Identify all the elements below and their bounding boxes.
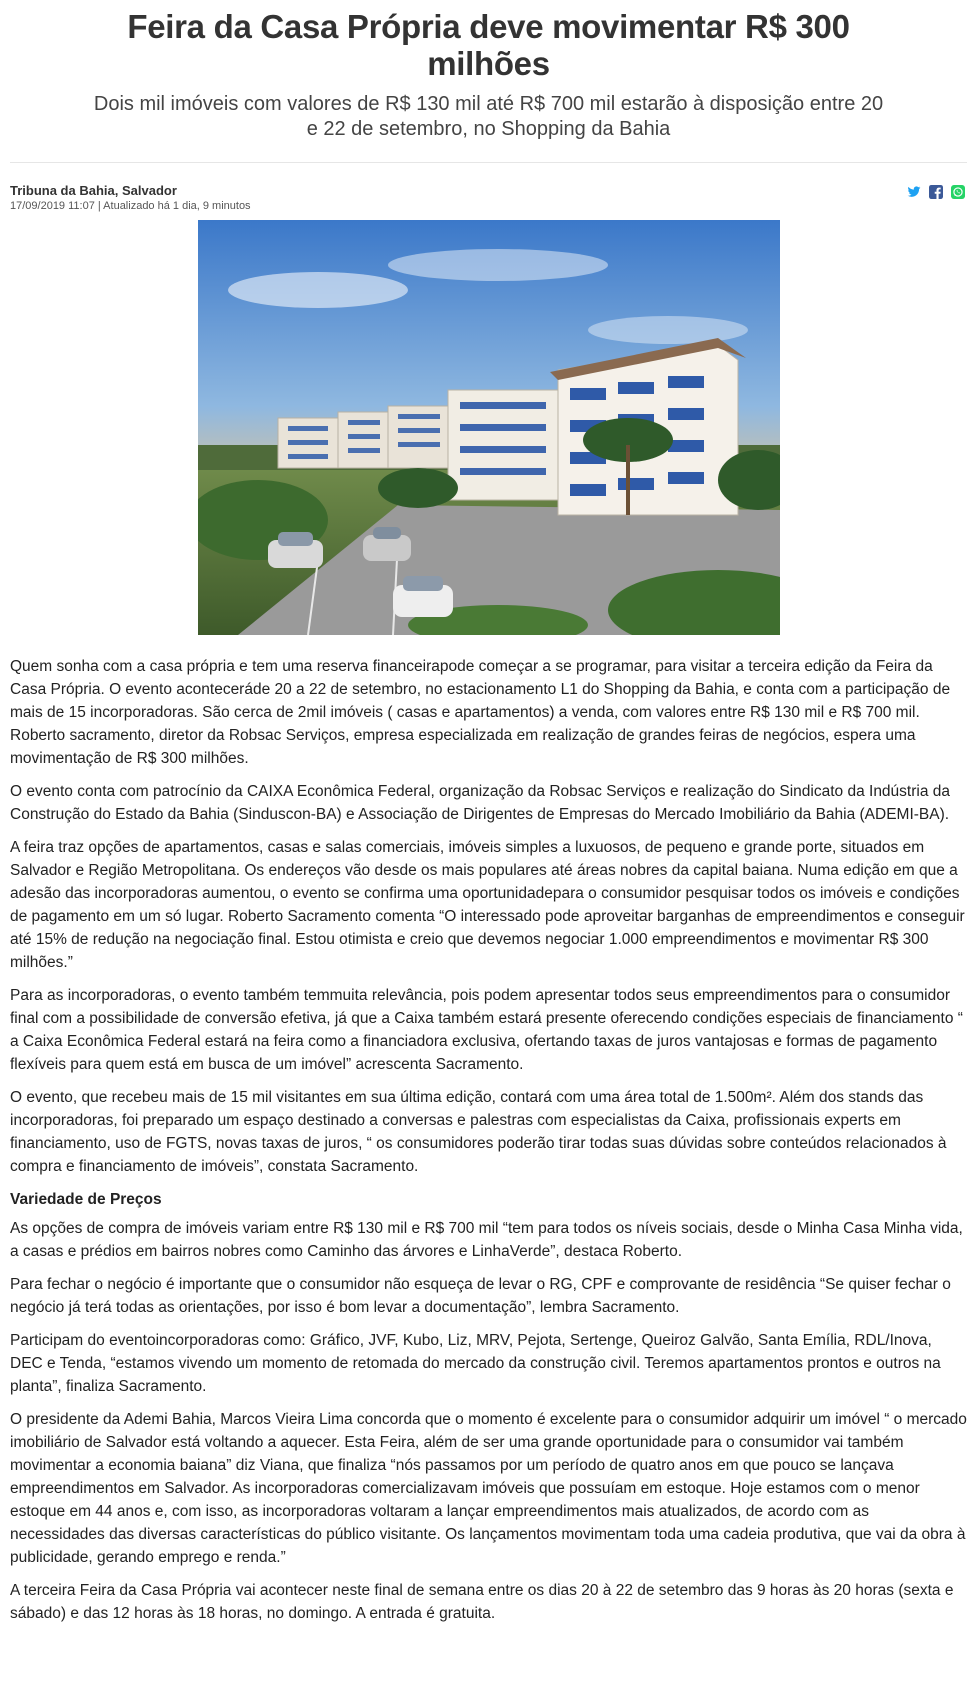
twitter-icon[interactable] bbox=[907, 185, 921, 199]
body-paragraph: Para as incorporadoras, o evento também temmuita relevância, pois podem apresentar todos seus empreendimentos para o consumidor final com a possibilidade de conversão efetiva, já que a Caixa também estará presente oferecendo condições especiais de financiamento “ a Caixa Econômica Federal estará na feira como a financiadora exclusiva, ofertando taxas de juros vantajosas e formas de pagamento flexíveis para quem está em busca de um imóvel” acrescenta Sacramento. bbox=[10, 987, 963, 1073]
header-divider bbox=[10, 162, 967, 163]
body-paragraph: As opções de compra de imóveis variam entre R$ 130 mil e R$ 700 mil “tem para todos os níveis sociais, desde o Minha Casa Minha vida, a casas e prédios em bairros nobres como Caminho das árvores e LinhaVerde”, destaca Roberto. bbox=[10, 1220, 963, 1260]
article-image bbox=[198, 220, 780, 635]
byline bbox=[10, 183, 251, 213]
article-meta bbox=[10, 183, 967, 213]
body-paragraph: Quem sonha com a casa própria e tem uma reserva financeirapode começar a se programar, para visitar a terceira edição da Feira da Casa Própria. O evento aconteceráde 20 a 22 de setembro, no estacionamento L1 do Shopping da Bahia, e conta com a participação de mais de 15 incorporadoras. São cerca de 2mil imóveis ( casas e apartamentos) a venda, com valores entre R$ 130 mil e R$ 700 mil. Roberto sacramento, diretor da Robsac Serviços, empresa especializada em realização de grandes feiras de negócios, espera uma movimentação de R$ 300 milhões. bbox=[10, 658, 951, 767]
facebook-icon[interactable] bbox=[929, 185, 943, 199]
body-paragraph: O presidente da Ademi Bahia, Marcos Vieira Lima concorda que o momento é excelente para o consumidor adquirir um imóvel “ o mercado imobiliário de Salvador está voltando a aquecer. Esta Feira, além de ser uma grande oportunidade para o consumidor vai também movimentar a economia baiana” diz Viana, que finaliza “nós passamos por um período de quatro anos em que pouco se lançava empreendimentos em Salvador. As incorporadoras comercializavam imóveis que possuíam em estoque. Hoje estamos com o menor estoque em 44 anos e, com isso, as incorporadoras voltaram a lançar empreendimentos mais atualizados, de acordo com as necessidades das diversas características do público visitante. Os lançamentos movimentam toda uma cadeia produtiva, que vai da obra à publicidade, gerando emprego e renda.” bbox=[10, 1411, 967, 1566]
whatsapp-icon[interactable] bbox=[951, 185, 965, 199]
body-paragraph: A terceira Feira da Casa Própria vai acontecer neste final de semana entre os dias 20 à 22 de setembro das 9 horas às 20 horas (sexta e sábado) e das 12 horas às 18 horas, no domingo. A entrada é gratuita. bbox=[10, 1582, 954, 1622]
body-paragraph: Participam do eventoincorporadoras como: Gráfico, JVF, Kubo, Liz, MRV, Pejota, Sertenge, Queiroz Galvão, Santa Emília, RDL/Inova, DEC e Tenda, “estamos vivendo um momento de retomada do mercado da construção civil. Teremos apartamentos prontos e outros na planta”, finaliza Sacramento. bbox=[10, 1332, 941, 1395]
publish-date: 17/09/2019 11:07 | Atualizado há 1 dia, 9 minutos bbox=[10, 200, 251, 212]
body-paragraph: O evento, que recebeu mais de 15 mil visitantes em sua última edição, contará com uma área total de 1.500m². Além dos stands das incorporadoras, foi preparado um espaço destinado a conversas e palestras com especialistas da Caixa, profissionais experts em financiamento, uso de FGTS, novas taxas de juros, “ os consumidores poderão tirar todas suas dúvidas sobre conteúdos relacionados à compra e financiamento de imóveis”, constata Sacramento. bbox=[10, 1089, 947, 1175]
section-heading: Variedade de Preços bbox=[10, 1191, 162, 1208]
article-body bbox=[10, 655, 967, 1625]
body-paragraph: A feira traz opções de apartamentos, casas e salas comerciais, imóveis simples a luxuosos, de pequeno e grande porte, situados em Salvador e Região Metropolitana. Os endereços vão desde os mais populares até áreas nobres da capital baiana. Numa edição em que a adesão das incorporadoras aumentou, o evento se confirma uma oportunidadepara o consumidor pesquisar todos os imóveis e condições de pagamento em um só lugar. Roberto Sacramento comenta “O interessado pode aproveitar barganhas de empreendimentos e conseguir até 15% de redução na negociação final. Estou otimista e creio que devemos negociar 1.000 empreendimentos e movimentar R$ 300 milhões.” bbox=[10, 839, 965, 971]
article-container bbox=[10, 0, 967, 1625]
share-buttons bbox=[907, 185, 965, 199]
body-paragraph: Para fechar o negócio é importante que o consumidor não esqueça de levar o RG, CPF e comprovante de residência “Se quiser fechar o negócio já terá todas as orientações, por isso é bom levar a documentação”, lembra Sacramento. bbox=[10, 1276, 951, 1316]
article-headline: Feira da Casa Própria deve movimentar R$ 300 milhões bbox=[127, 8, 850, 82]
residential-buildings-illustration bbox=[198, 220, 780, 635]
article-subheadline: Dois mil imóveis com valores de R$ 130 mil até R$ 700 mil estarão à disposição entre 20 e 22 de setembro, no Shopping da Bahia bbox=[93, 93, 884, 140]
body-paragraph: O evento conta com patrocínio da CAIXA Econômica Federal, organização da Robsac Serviços e realização do Sindicato da Indústria da Construção do Estado da Bahia (Sinduscon-BA) e Associação de Dirigentes de Empresas do Mercado Imobiliário da Bahia (ADEMI-BA). bbox=[10, 783, 951, 823]
author-name: Tribuna da Bahia, Salvador bbox=[10, 183, 177, 198]
